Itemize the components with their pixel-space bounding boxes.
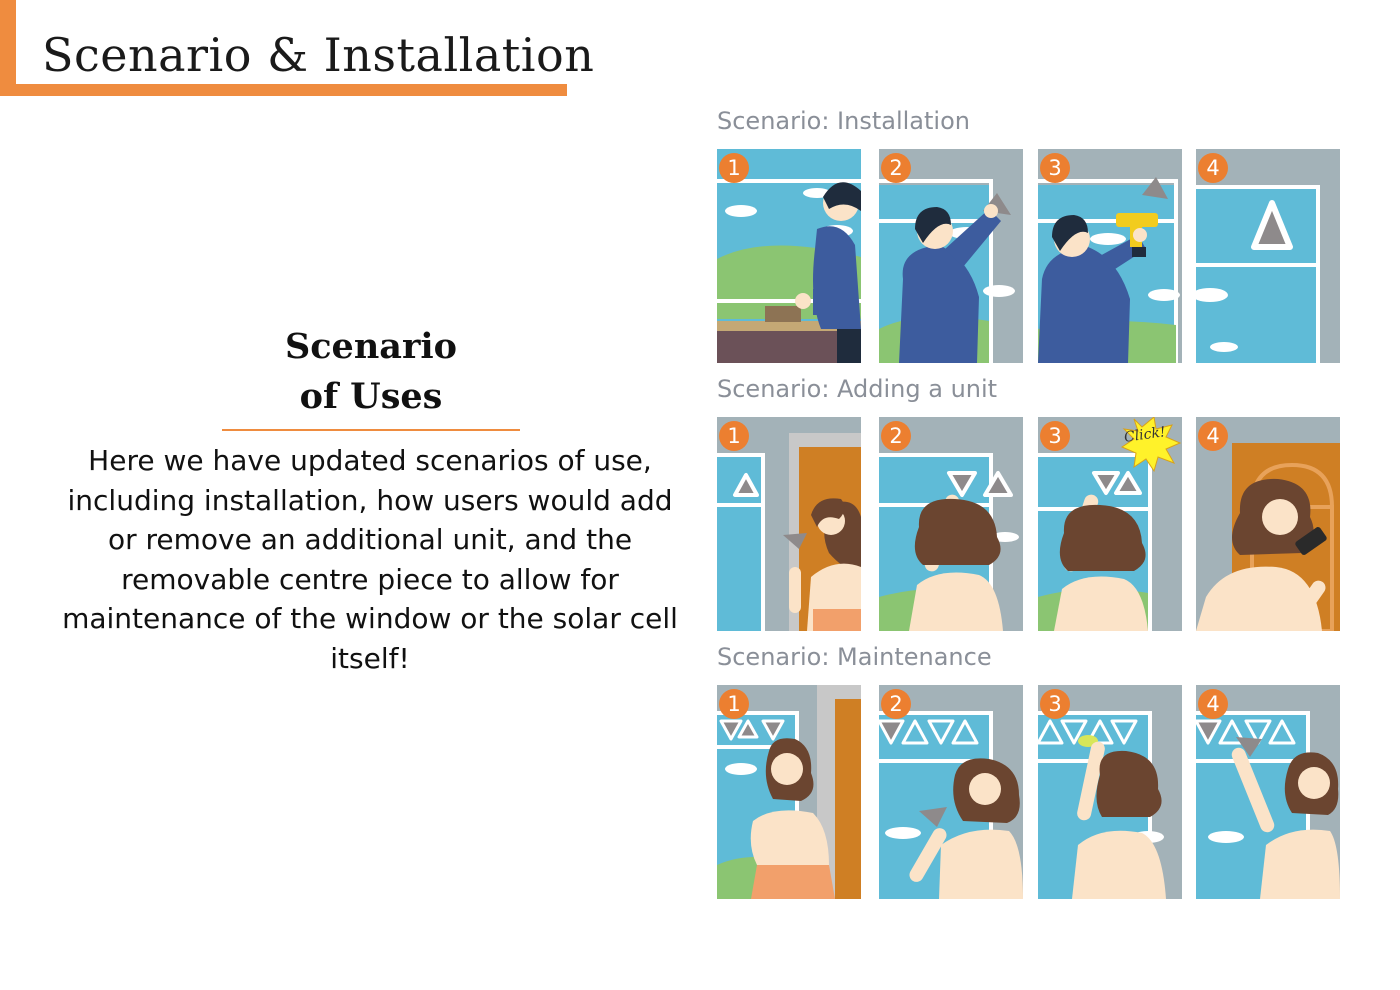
step-number-badge: 4 [1198,153,1228,183]
step-number-badge: 2 [881,421,911,451]
step-number-badge: 1 [719,421,749,451]
side-heading-line1: Scenario [284,326,458,367]
page-title: Scenario & Installation [42,28,595,82]
installation-step-1-panel [717,149,861,363]
step-number-badge: 3 [1040,421,1070,451]
step-number-badge: 3 [1040,153,1070,183]
maintenance-step-2-panel [879,685,1023,899]
installation-step-4-panel [1196,149,1340,363]
side-description: Here we have updated scenarios of use, including installation, how users would add or remove an additional unit, and the removable centre piece to allow for maintenance of the window or the solar cell itself! [62,444,678,675]
header-accent-bar [0,0,16,96]
maintenance-step-1-panel [717,685,861,899]
step-number-badge: 1 [719,153,749,183]
scenario-adding-unit-label: Scenario: Adding a unit [717,375,998,403]
side-heading-rule [222,429,520,431]
step-number-badge: 3 [1040,689,1070,719]
scenario-installation-label: Scenario: Installation [717,107,970,135]
adding-step-4-panel [1196,417,1340,631]
step-number-badge: 2 [881,689,911,719]
header-underline [0,84,567,96]
adding-step-3-panel [1038,417,1182,631]
side-heading-line2: of Uses [299,376,443,417]
step-number-badge: 2 [881,153,911,183]
adding-step-2-panel [879,417,1023,631]
scenario-maintenance-label: Scenario: Maintenance [717,643,992,671]
side-heading [222,322,520,422]
step-number-badge: 1 [719,689,749,719]
step-number-badge: 4 [1198,689,1228,719]
maintenance-step-4-panel [1196,685,1340,899]
adding-step-1-panel [717,417,861,631]
installation-step-2-panel [879,149,1023,363]
click-callout-label: Click! [1123,424,1167,446]
step-number-badge: 4 [1198,421,1228,451]
installation-step-3-panel [1038,149,1182,363]
maintenance-step-3-panel [1038,685,1182,899]
